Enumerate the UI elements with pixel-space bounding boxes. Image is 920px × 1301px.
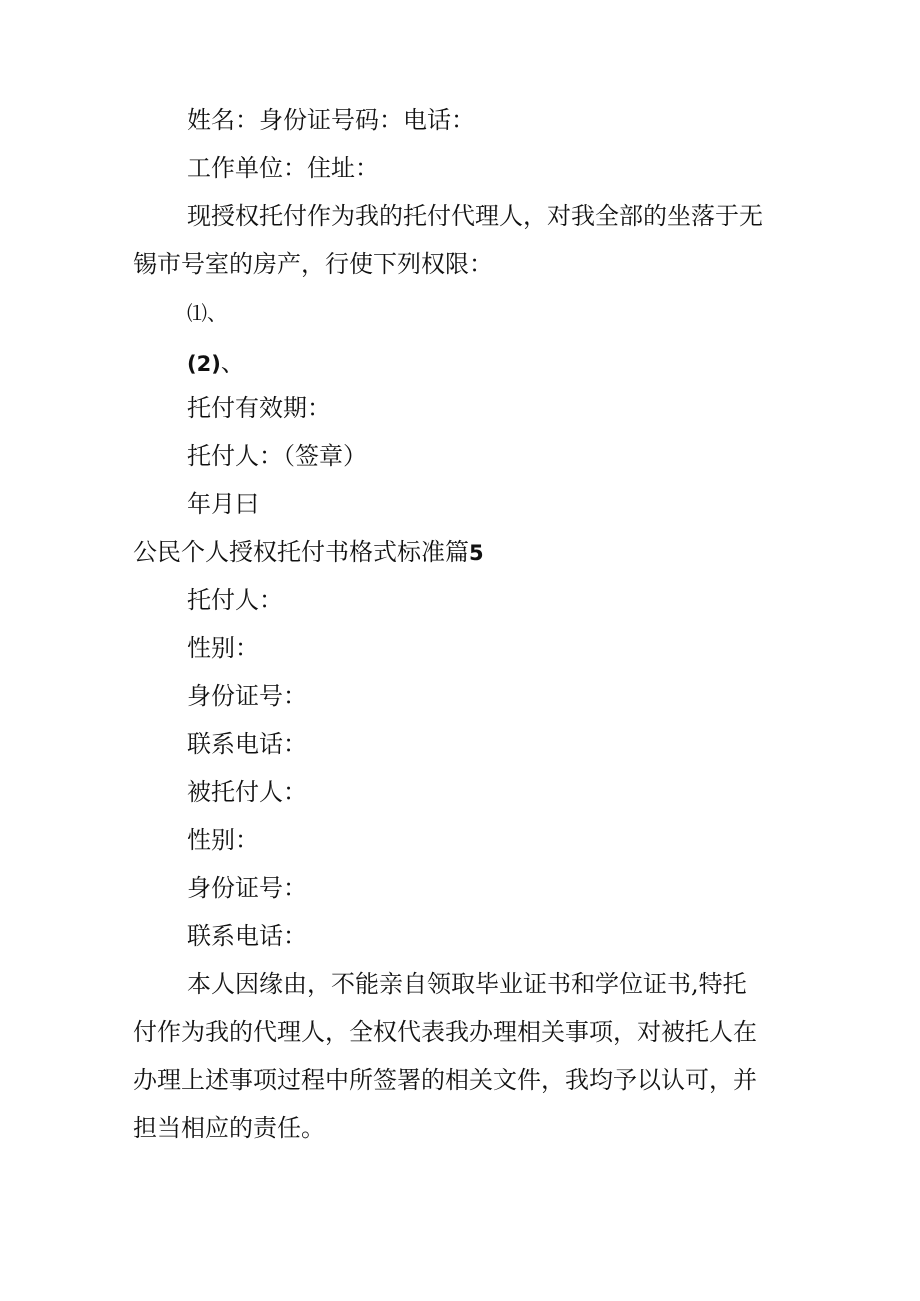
body-paragraph-line-1: 本人因缘由，不能亲自领取毕业证书和学位证书,特托 [187, 970, 747, 998]
section-heading [133, 537, 484, 568]
date-line: 年月曰 [187, 490, 259, 518]
principal-field: 托付人： [187, 586, 283, 614]
work-address-line: 工作单位：住址： [187, 154, 379, 182]
body-paragraph-line-2: 付作为我的代理人，全权代表我办理相关事项，对被托人在 [133, 1018, 757, 1046]
power-item-2-tail: 、 [220, 349, 245, 377]
body-paragraph-line-4: 担当相应的责任。 [133, 1114, 325, 1142]
agent-field: 被托付人： [187, 778, 307, 806]
principal-phone-field: 联系电话： [187, 730, 307, 758]
power-item-2 [187, 348, 245, 379]
agent-gender-field: 性别： [187, 826, 259, 854]
grant-paragraph-line-1: 现授权托付作为我的托付代理人，对我全部的坐落于无 [187, 202, 763, 230]
principal-signature-line: 托付人：（签章） [187, 442, 367, 470]
power-item-1: ⑴、 [187, 301, 227, 325]
grant-paragraph-line-2: 锡市号室的房产，行使下列权限： [133, 250, 493, 278]
principal-id-field: 身份证号： [187, 682, 307, 710]
power-item-2-number: (2) [187, 352, 221, 376]
section-heading-number: 5 [469, 541, 484, 565]
name-id-phone-line: 姓名：身份证号码：电话： [187, 106, 475, 134]
validity-line: 托付有效期： [187, 394, 331, 422]
agent-id-field: 身份证号： [187, 874, 307, 902]
agent-phone-field: 联系电话： [187, 922, 307, 950]
body-paragraph-line-3: 办理上述事项过程中所签署的相关文件，我均予以认可，并 [133, 1066, 757, 1094]
principal-gender-field: 性别： [187, 634, 259, 662]
section-heading-text: 公民个人授权托付书格式标准篇 [133, 538, 469, 566]
